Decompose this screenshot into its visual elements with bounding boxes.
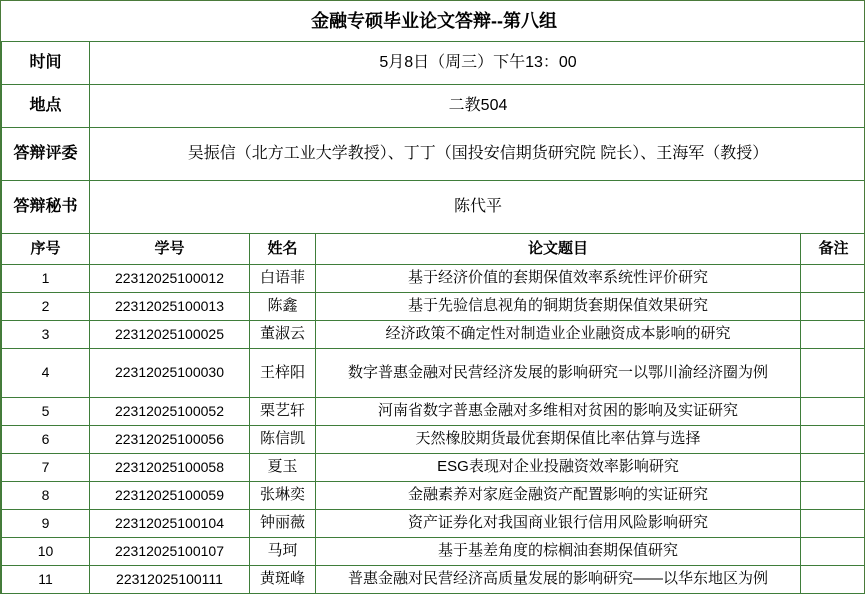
cell-student-id: 22312025100056: [90, 426, 250, 454]
cell-no: 11: [2, 566, 90, 594]
cell-no: 9: [2, 510, 90, 538]
column-header-topic: 论文题目: [316, 234, 801, 265]
table-row: [2, 426, 865, 454]
cell-student-id: 22312025100058: [90, 454, 250, 482]
column-header-no: 序号: [2, 234, 90, 265]
cell-topic: 天然橡胶期货最优套期保值比率估算与选择: [316, 426, 801, 454]
cell-no: 1: [2, 265, 90, 293]
defense-schedule-table: [1, 1, 865, 594]
table-row: [2, 398, 865, 426]
column-header-remark: 备注: [801, 234, 865, 265]
cell-remark: [801, 265, 865, 293]
cell-student-id: 22312025100030: [90, 349, 250, 398]
cell-remark: [801, 293, 865, 321]
table-row: [2, 454, 865, 482]
cell-student-id: 22312025100107: [90, 538, 250, 566]
cell-name: 黄斑峰: [250, 566, 316, 594]
cell-remark: [801, 321, 865, 349]
cell-name: 马珂: [250, 538, 316, 566]
cell-student-id: 22312025100013: [90, 293, 250, 321]
table-row: [2, 510, 865, 538]
cell-name: 张琳奕: [250, 482, 316, 510]
info-value-time: 5月8日（周三）下午13：00: [90, 42, 865, 85]
info-row-committee: [2, 128, 865, 181]
cell-no: 4: [2, 349, 90, 398]
cell-topic: 经济政策不确定性对制造业企业融资成本影响的研究: [316, 321, 801, 349]
column-header-student-id: 学号: [90, 234, 250, 265]
info-row-secretary: [2, 181, 865, 234]
cell-name: 钟丽薇: [250, 510, 316, 538]
cell-no: 3: [2, 321, 90, 349]
info-label-time: 时间: [2, 42, 90, 85]
cell-remark: [801, 482, 865, 510]
table-header-row: [2, 234, 865, 265]
cell-name: 陈鑫: [250, 293, 316, 321]
info-row-location: [2, 85, 865, 128]
cell-topic: ESG表现对企业投融资效率影响研究: [316, 454, 801, 482]
cell-student-id: 22312025100111: [90, 566, 250, 594]
cell-topic: 基于经济价值的套期保值效率系统性评价研究: [316, 265, 801, 293]
table-row: [2, 265, 865, 293]
cell-remark: [801, 426, 865, 454]
cell-student-id: 22312025100059: [90, 482, 250, 510]
cell-topic: 资产证券化对我国商业银行信用风险影响研究: [316, 510, 801, 538]
cell-student-id: 22312025100025: [90, 321, 250, 349]
cell-topic: 普惠金融对民营经济高质量发展的影响研究——以华东地区为例: [316, 566, 801, 594]
cell-remark: [801, 510, 865, 538]
title-row: [2, 1, 865, 42]
table-row: [2, 482, 865, 510]
info-label-location: 地点: [2, 85, 90, 128]
info-value-secretary: 陈代平: [90, 181, 865, 234]
info-value-committee: 吴振信（北方工业大学教授）、丁丁（国投安信期货研究院 院长）、王海军（教授）: [90, 128, 865, 181]
cell-topic: 金融素养对家庭金融资产配置影响的实证研究: [316, 482, 801, 510]
info-row-time: [2, 42, 865, 85]
table-row: [2, 349, 865, 398]
table-row: [2, 321, 865, 349]
cell-student-id: 22312025100052: [90, 398, 250, 426]
cell-topic: 基于先验信息视角的铜期货套期保值效果研究: [316, 293, 801, 321]
table-row: [2, 293, 865, 321]
cell-name: 陈信凯: [250, 426, 316, 454]
cell-name: 王梓阳: [250, 349, 316, 398]
info-value-location: 二教504: [90, 85, 865, 128]
cell-student-id: 22312025100012: [90, 265, 250, 293]
column-header-name: 姓名: [250, 234, 316, 265]
cell-name: 董淑云: [250, 321, 316, 349]
cell-topic: 基于基差角度的棕榈油套期保值研究: [316, 538, 801, 566]
table-row: [2, 538, 865, 566]
cell-student-id: 22312025100104: [90, 510, 250, 538]
cell-remark: [801, 349, 865, 398]
cell-name: 栗艺轩: [250, 398, 316, 426]
cell-remark: [801, 454, 865, 482]
cell-no: 10: [2, 538, 90, 566]
cell-remark: [801, 538, 865, 566]
cell-no: 8: [2, 482, 90, 510]
cell-no: 2: [2, 293, 90, 321]
page-title: 金融专硕毕业论文答辩--第八组: [2, 1, 865, 42]
cell-no: 6: [2, 426, 90, 454]
cell-name: 白语菲: [250, 265, 316, 293]
cell-no: 7: [2, 454, 90, 482]
table-row: [2, 566, 865, 594]
cell-topic: 数字普惠金融对民营经济发展的影响研究一以鄂川渝经济圈为例: [316, 349, 801, 398]
info-label-committee: 答辩评委: [2, 128, 90, 181]
cell-remark: [801, 566, 865, 594]
cell-no: 5: [2, 398, 90, 426]
cell-name: 夏玉: [250, 454, 316, 482]
info-label-secretary: 答辩秘书: [2, 181, 90, 234]
cell-remark: [801, 398, 865, 426]
cell-topic: 河南省数字普惠金融对多维相对贫困的影响及实证研究: [316, 398, 801, 426]
